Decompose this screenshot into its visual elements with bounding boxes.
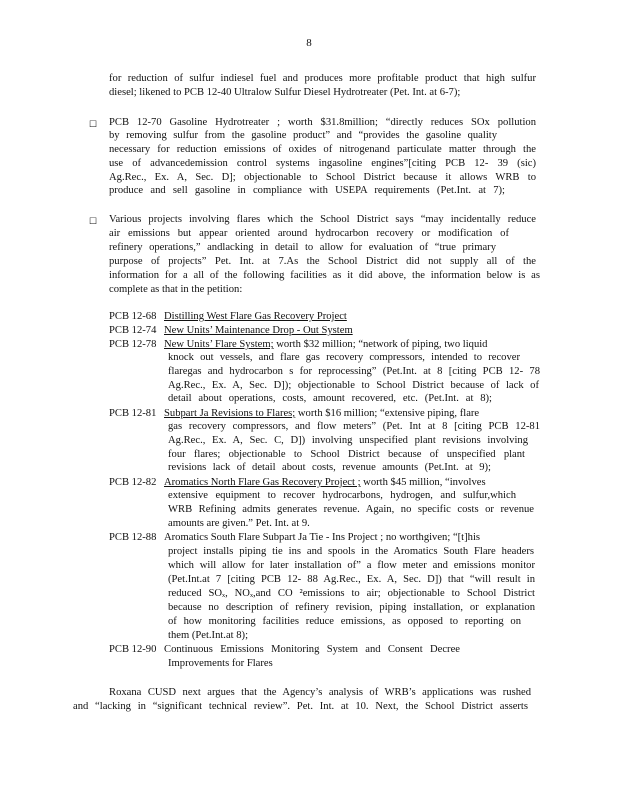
- bullet1-line-5: Ag.Rec., Ex. A, Sec. D]; objectionable to School District because it allows WRB to: [109, 172, 536, 183]
- pcb-item-rest: Aromatics South Flare Subpart Ja Tie - Ins Project ; no worthgiven; “[t]his: [164, 532, 481, 543]
- bullet1-line-3: necessary for reduction emissions of oxides of nitrogenand particulate matter through the: [109, 144, 536, 155]
- pcb-item-line: because no description of refinery revision, piping installation, or explanation: [168, 602, 535, 613]
- pcb-item-title: Subpart Ja Revisions to Flares;: [164, 408, 296, 419]
- pcb-item-title: New Units’ Maintenance Drop - Out System: [164, 325, 353, 336]
- pcb-item-line: knock out vessels, and flare gas recovery compressors, intended to recover: [168, 352, 520, 363]
- bullet1-line-6: produce and sell gasoline in compliance with USEPA requirements (Pet.Int. at 7);: [109, 185, 505, 196]
- pcb-item-line: Ag.Rec., Ex. A, Sec. C, D]) involving unspecified plant revisions involving: [168, 435, 528, 446]
- pcb-item-line: project installs piping tie ins and spools in the Aromatics South Flare headers: [168, 546, 534, 557]
- pcb-item-line: flaregas and hydrocarbon s for reprocessing” (Pet.Int. at 8 [citing PCB 12- 78: [168, 366, 540, 377]
- pcb-item-line: (Pet.Int.at 7 [citing PCB 12- 88 Ag.Rec., Ex. A, Sec. D]) that “will result in: [168, 574, 535, 585]
- pcb-item-body: [164, 339, 487, 351]
- pcb-item-id: PCB 12-88: [109, 532, 157, 543]
- pcb-item-rest: worth $16 million; “extensive piping, flare: [295, 408, 480, 419]
- bullet2-line-4: purpose of projects” Pet. Int. at 7.As the School District did not supply all of the: [109, 256, 536, 267]
- closing-line-1: Roxana CUSD next argues that the Agency’s analysis of WRB’s applications was rushed: [109, 687, 531, 698]
- pcb-item-id: PCB 12-82: [109, 477, 157, 488]
- pcb-item-line: amounts are given.” Pet. Int. at 9.: [168, 518, 310, 529]
- pcb-item-body: [164, 408, 479, 420]
- closing-line-2: and “lacking in “significant technical review”. Pet. Int. at 10. Next, the School District asserts: [73, 701, 528, 712]
- pcb-item-line: detail about operations, costs, amount recovered, etc. (Pet.Int. at 8);: [168, 393, 492, 404]
- pcb-item-id: PCB 12-78: [109, 339, 157, 350]
- pcb-item-rest: Continuous Emissions Monitoring System and Consent Decree: [164, 644, 460, 655]
- checkbox-bullet-icon: ☐: [89, 119, 98, 129]
- pcb-item-line: which will allow for later installation of” a flow meter and emissions monitor: [168, 560, 535, 571]
- bullet2-line-2: air emissions but appear oriented around hydrocarbon recovery or modification of: [109, 228, 509, 239]
- pcb-item-line: of how monitoring facilities reduce emissions, as opposed to reporting on: [168, 616, 521, 627]
- pcb-item-line: revisions lack of detail about costs, revenue amounts (Pet.Int. at 9);: [168, 462, 491, 473]
- pcb-item-id: PCB 12-90: [109, 644, 157, 655]
- pcb-item-rest: worth $32 million; “network of piping, two liquid: [273, 339, 488, 350]
- pcb-item-line: extensive equipment to recover hydrocarbons, hydrogen, and sulfur,which: [168, 490, 516, 501]
- pcb-item-title: Distilling West Flare Gas Recovery Project: [164, 311, 347, 322]
- pcb-item-line: them (Pet.Int.at 8);: [168, 630, 249, 641]
- page-number: 8: [306, 37, 312, 49]
- pcb-item-id: PCB 12-81: [109, 408, 157, 419]
- bullet1-line-1: PCB 12-70 Gasoline Hydrotreater ; worth $31.8million; “directly reduces SOx pollution: [109, 117, 536, 128]
- checkbox-bullet-icon: ☐: [89, 216, 98, 226]
- pcb-item-title: New Units’ Flare System;: [164, 339, 274, 350]
- bullet1-line-2: by removing sulfur from the gasoline product” and “provides the gasoline quality: [109, 130, 497, 141]
- bullet2-line-6: complete as that in the petition:: [109, 284, 243, 295]
- pcb-item-line: Ag.Rec., Ex. A, Sec. D]); objectionable to School District because of lack of: [168, 380, 539, 391]
- pcb-item-line: four flares; objectionable to School District because of unspecified plant: [168, 449, 525, 460]
- pcb-item-line: WRB Refining admits generates revenue. Again, no specific costs or revenue: [168, 504, 534, 515]
- pcb-item-rest: worth $45 million, “involves: [360, 477, 486, 488]
- pcb-item-line: Improvements for Flares: [168, 658, 273, 669]
- bullet2-line-3: refinery operations,” andlacking in detail to allow for evaluation of “true primary: [109, 242, 496, 253]
- pcb-item-line: gas recovery compressors, and flow meters” (Pet. Int at 8 [citing PCB 12-81: [168, 421, 540, 432]
- bullet2-line-5: information for a all of the following facilities as it did above, the information below is as: [109, 270, 540, 281]
- pcb-item-line: reduced SOₓ, NOₓ,and CO ²emissions to air; objectionable to School District: [168, 588, 535, 599]
- pcb-item-id: PCB 12-68: [109, 311, 157, 322]
- intro-line-1: for reduction of sulfur indiesel fuel and produces more profitable product that high sulfur: [109, 73, 536, 84]
- intro-line-2: diesel; likened to PCB 12-40 Ultralow Sulfur Diesel Hydrotreater (Pet. Int. at 6-7);: [109, 87, 461, 98]
- pcb-item-body: [164, 477, 486, 489]
- pcb-item-title: Aromatics North Flare Gas Recovery Project ;: [164, 477, 361, 488]
- pcb-item-id: PCB 12-74: [109, 325, 157, 336]
- bullet2-line-1: Various projects involving flares which the School District says “may incidentally reduce: [109, 214, 536, 225]
- bullet1-line-4: use of advancedemission control systems ingasoline engines”[citing PCB 12- 39 (sic): [109, 158, 536, 169]
